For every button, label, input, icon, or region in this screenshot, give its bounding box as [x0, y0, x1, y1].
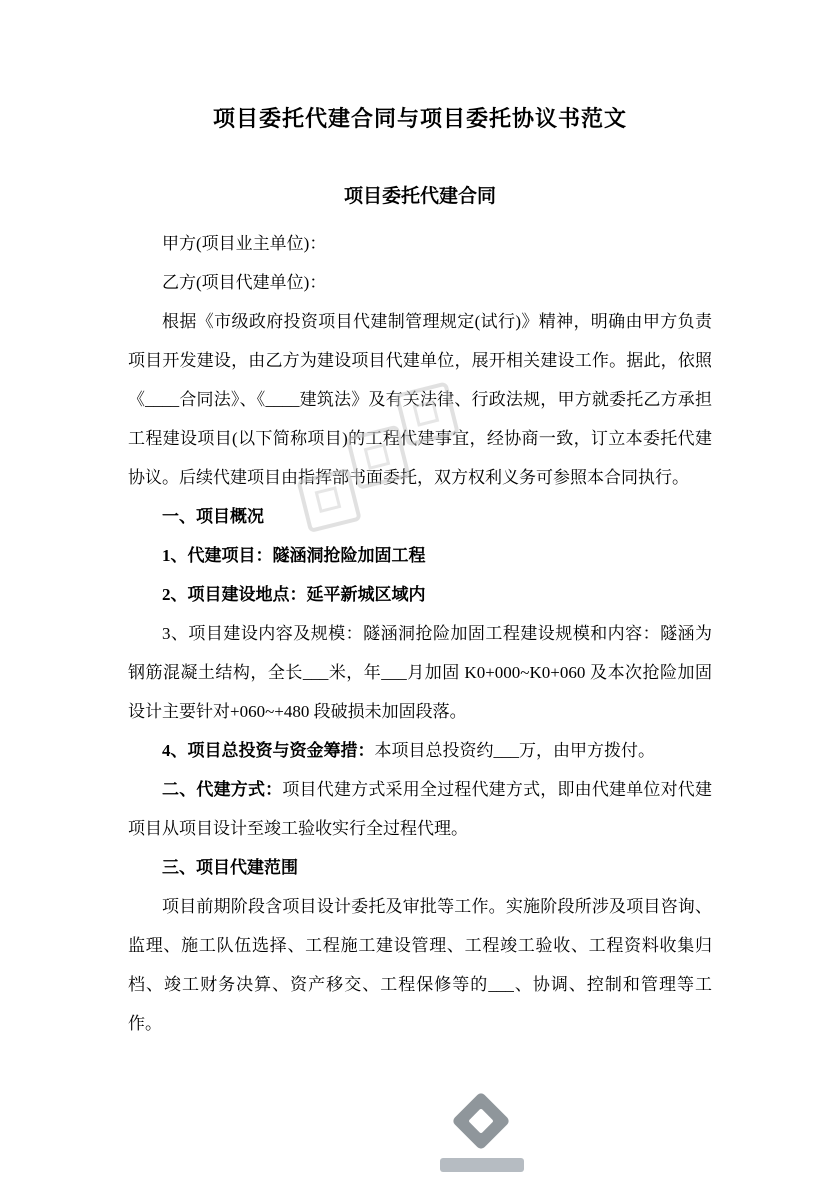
- text-run: 三、项目代建范围: [162, 858, 298, 877]
- party-a-line: [128, 224, 712, 263]
- text-run: 项目前期阶段含项目设计委托及审批等工作。实施阶段所涉及项目咨询、监理、施工队伍选择、工程施工建设管理、工程竣工验收、工程资料收集归档、竣工财务决算、资产移交、工程保修等的___、协调、控制和管理等工作。: [128, 897, 712, 1033]
- item-4-investment: [128, 731, 712, 770]
- preamble-paragraph: [128, 302, 712, 497]
- text-run: 根据《市级政府投资项目代建制管理规定(试行)》精神，明确由甲方负责项目开发建设，由乙方为建设项目代建单位，展开相关建设工作。据此，依照《____合同法》、《____建筑法》及有关法律、行政法规，甲方就委托乙方承担工程建设项目(以下简称项目)的工程代建事宜，经协商一致，订立本委托代建协议。后续代建项目由指挥部书面委托，双方权利义务可参照本合同执行。: [128, 312, 712, 487]
- text-run: 本项目总投资约___万，由甲方拨付。: [374, 741, 655, 760]
- watermark-text-bar: [440, 1158, 524, 1172]
- item-2-location: [128, 575, 712, 614]
- section-1-heading: [128, 497, 712, 536]
- item-1-project: [128, 536, 712, 575]
- text-run: 1、代建项目：隧涵洞抢险加固工程: [162, 546, 426, 565]
- item-3-scale: [128, 614, 712, 731]
- text-run: 4、项目总投资与资金筹措：: [162, 741, 375, 760]
- section-2-mode: [128, 770, 712, 848]
- text-run: 3、项目建设内容及规模：隧涵洞抢险加固工程建设规模和内容：隧涵为钢筋混凝土结构，全长___米，年___月加固 K0+000~K0+060 及本次抢险加固设计主要针对+060~+480 段破损未加固段落。: [128, 624, 712, 721]
- section-3-heading: [128, 848, 712, 887]
- text-run: 乙方(项目代建单位)：: [162, 273, 327, 292]
- text-run: 二、代建方式：: [162, 780, 283, 799]
- text-run: 项目代建方式采用全过程代建方式，即由代建单位对代建项目从项目设计至竣工验收实行全过程代理。: [128, 780, 713, 838]
- contract-subtitle: 项目委托代建合同: [343, 186, 496, 207]
- party-b-line: [128, 263, 712, 302]
- watermark-diamond-icon: [451, 1091, 510, 1150]
- text-run: 一、项目概况: [162, 507, 264, 526]
- text-run: 甲方(项目业主单位)：: [162, 234, 327, 253]
- text-run: 2、项目建设地点：延平新城区域内: [162, 585, 426, 604]
- document-content: [128, 0, 712, 1043]
- document-body: [128, 224, 712, 1043]
- watermark-logo-bottom: [438, 1092, 548, 1182]
- scope-paragraph: [128, 887, 712, 1043]
- document-title: 项目委托代建合同与项目委托协议书范文: [212, 106, 627, 131]
